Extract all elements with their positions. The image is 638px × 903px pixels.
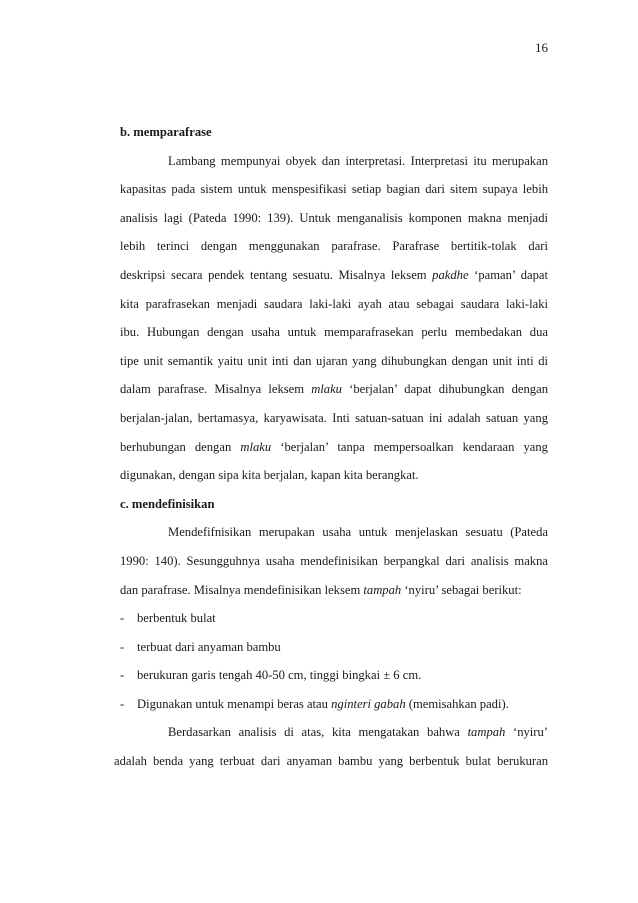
text-run: analisis lagi (Pateda 1990: 139). Untuk menganalisis komponen makna menjadi bbox=[120, 210, 548, 225]
text-line bbox=[120, 267, 548, 296]
bullet-dash: - bbox=[120, 611, 125, 626]
italic-term: mlaku bbox=[240, 439, 272, 454]
italic-term: nginteri gabah bbox=[331, 696, 406, 711]
list-item-text bbox=[137, 639, 281, 668]
text-run: ‘nyiru’ sebagai berikut: bbox=[401, 582, 522, 597]
text-line bbox=[120, 210, 548, 239]
text-run: Mendefifnisikan merupakan usaha untuk menjelaskan sesuatu (Pateda bbox=[168, 525, 548, 540]
text-run: 1990: 140). Sesungguhnya usaha mendefinisikan berpangkal dari analisis makna bbox=[120, 553, 548, 568]
list-item bbox=[120, 639, 548, 668]
page-content bbox=[114, 124, 548, 782]
bullet-dash: - bbox=[120, 639, 125, 654]
text-run: tipe unit semantik yaitu unit inti dan ujaran yang dihubungkan dengan unit inti di bbox=[120, 353, 548, 368]
text-run: berbentuk bulat bbox=[137, 611, 216, 626]
text-run: dan parafrase. Misalnya mendefinisikan leksem bbox=[120, 582, 364, 597]
section-c-heading: c. mendefinisikan bbox=[120, 496, 215, 511]
text-run: kita parafrasekan menjadi saudara laki-laki ayah atau sebagai saudara laki-laki bbox=[120, 296, 548, 311]
text-run: (memisahkan padi). bbox=[405, 696, 509, 711]
text-run: digunakan, dengan sipa kita berjalan, kapan kita berangkat. bbox=[120, 468, 419, 483]
list-item-text bbox=[137, 667, 421, 696]
text-run: berjalan-jalan, bertamasya, karyawisata. Inti satuan-satuan ini adalah satuan yang bbox=[120, 410, 548, 425]
text-line bbox=[120, 353, 548, 382]
section-b-heading: b. memparafrase bbox=[120, 125, 212, 139]
text-run: deskripsi secara pendek tentang sesuatu. Misalnya leksem bbox=[120, 267, 433, 282]
text-line bbox=[120, 467, 548, 496]
text-run: ‘nyiru’ bbox=[505, 725, 548, 740]
text-line bbox=[120, 296, 548, 325]
text-run: Lambang mempunyai obyek dan interpretasi. Interpretasi itu merupakan bbox=[168, 153, 548, 168]
text-run: adalah benda yang terbuat dari anyaman bambu yang berbentuk bulat berukuran bbox=[114, 754, 548, 769]
text-line bbox=[114, 753, 548, 782]
text-line bbox=[120, 381, 548, 410]
section-b-body bbox=[120, 153, 548, 496]
text-line bbox=[120, 410, 548, 439]
text-run: Digunakan untuk menampi beras atau bbox=[137, 696, 332, 711]
text-line bbox=[120, 724, 548, 753]
bullet-dash: - bbox=[120, 696, 125, 711]
definition-list bbox=[120, 610, 548, 724]
page-number: 16 bbox=[535, 40, 548, 55]
list-item-text bbox=[137, 696, 509, 725]
text-line bbox=[120, 524, 548, 553]
text-run: Berdasarkan analisis di atas, kita mengatakan bahwa bbox=[168, 725, 468, 740]
italic-term: tampah bbox=[467, 725, 506, 740]
text-run: ibu. Hubungan dengan usaha untuk memparafrasekan perlu membedakan dua bbox=[120, 325, 548, 340]
text-run: ‘paman’ dapat bbox=[468, 267, 548, 282]
text-line bbox=[120, 238, 548, 267]
italic-term: tampah bbox=[363, 582, 402, 597]
text-run: lebih terinci dengan menggunakan parafrase. Parafrase bertitik-tolak dari bbox=[120, 239, 548, 254]
text-line bbox=[120, 153, 548, 182]
text-run: ‘berjalan’ dapat dihubungkan dengan bbox=[341, 382, 548, 397]
text-run: berhubungan dengan bbox=[120, 439, 241, 454]
list-item bbox=[120, 696, 548, 725]
text-line bbox=[120, 582, 548, 611]
italic-term: pakdhe bbox=[432, 267, 469, 282]
section-c-body bbox=[120, 524, 548, 610]
text-line bbox=[120, 324, 548, 353]
text-line bbox=[120, 181, 548, 210]
section-c-conclusion bbox=[114, 724, 548, 781]
text-run: terbuat dari anyaman bambu bbox=[137, 639, 281, 654]
list-item bbox=[120, 610, 548, 639]
text-run: berukuran garis tengah 40-50 cm, tinggi bingkai ± 6 cm. bbox=[137, 668, 422, 683]
italic-term: mlaku bbox=[311, 382, 342, 397]
list-item-text bbox=[137, 610, 216, 639]
text-run: kapasitas pada sistem untuk menspesifikasi setiap bagian dari sitem supaya lebih bbox=[120, 182, 548, 197]
text-run: dalam parafrase. Misalnya leksem bbox=[120, 382, 312, 397]
bullet-dash: - bbox=[120, 668, 125, 683]
text-line bbox=[120, 553, 548, 582]
text-line bbox=[120, 439, 548, 468]
text-run: ‘berjalan’ tanpa mempersoalkan kendaraan yang bbox=[271, 439, 548, 454]
list-item bbox=[120, 667, 548, 696]
